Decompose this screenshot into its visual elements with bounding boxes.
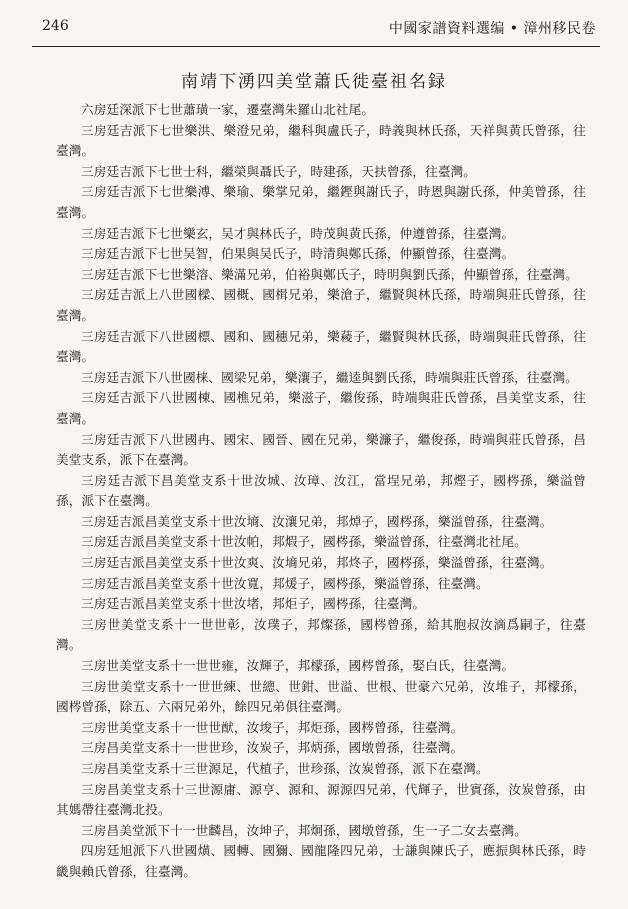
entry-paragraph: 三房昌美堂支系十三世源足，代植子，世珍孫，汝炭曾孫，派下在臺灣。 [81,761,489,776]
entry-paragraph: 三房廷吉派下八世國冉、國宋、國晉、國在兄弟，樂濂子，繼俊孫，時端與莊氏曾孫，昌美堂支系，派下在臺灣。 [56,431,586,468]
entry-paragraph: 三房廷吉派下七世吴智，伯果與吴氏子，時清與鄭氏孫，仲顯曾孫，往臺灣。 [81,246,515,262]
entry-paragraph: 三房廷吉派下八世國梾、國梁兄弟，樂瀼子，繼逵與劉氏孫，時端與莊氏曾孫，往臺灣。 [81,369,579,385]
entry-paragraph: 三房廷吉派下七世樂溥、樂瑜、樂掌兄弟，繼鏗與謝氏子，時恩與謝氏孫，仲美曾孫，往臺灣。 [56,184,586,220]
entry-paragraph: 三房廷吉派上八世國樑、國概、國楫兄弟，樂滄子，繼賢與林氏孫，時端與莊氏曾孫，往臺灣。 [56,287,586,323]
entry-paragraph: 三房廷吉派下七世樂洪、樂澄兄弟，繼科與盧氏子，時義與林氏孫，天祥與黄氏曾孫，往臺灣。 [56,122,586,159]
header-rule [32,46,600,47]
page-title: 南靖下湧四美堂蕭氏徙臺祖名録 [181,72,447,92]
entry-paragraph: 三房廷吉派下七世樂玄，吴才與林氏子，時茂與黄氏孫，仲遵曾孫，往臺灣。 [81,225,515,241]
entry-paragraph: 三房世美堂支系十一世世練、世總、世鉗、世溢、世根、世豪六兄弟，汝堆子，邦檬孫，國梣曾孫，除五、六兩兄弟外，餘四兄弟俱往臺灣。 [56,678,586,715]
entry-paragraph: 三房廷吉派昌美堂支系十世汝堵，邦炬子，國梣孫，往臺灣。 [81,596,426,612]
entry-paragraph: 三房廷吉派下七世樂溶、樂滿兄弟，伯裕與鄭氏子，時明與劉氏孫，仲顯曾孫，往臺灣。 [81,266,579,282]
entry-paragraph: 三房昌美堂支系十三世源庸、源亨、源和、源源四兄弟，代輝子，世賓孫，汝炭曾孫，由其媽帶往臺灣北投。 [56,781,586,818]
entry-paragraph: 三房廷吉派昌美堂支系十世汝墒、汝瀼兄弟，邦焯子，國梣孫，樂溢曾孫，往臺灣。 [81,513,553,529]
entry-paragraph: 三房世美堂支系十一世世猷，汝埈子，邦炬孫，國梣曾孫，往臺灣。 [81,719,464,735]
page-header [32,14,600,42]
entry-paragraph: 六房廷深派下七世蕭璜一家，遷臺灣朱羅山北社尾。 [81,102,375,117]
entry-paragraph: 三房廷吉派下八世國標、國和、國穗兄弟，樂薐子，繼賢與林氏孫，時端與莊氏曾孫，往臺灣。 [56,328,586,365]
entry-paragraph: 三房昌美堂支系十一世世珍，汝炭子，邦炳孫，國墩曾孫，往臺灣。 [81,740,464,756]
entry-paragraph: 四房廷旭派下八世國熿、國轉、國獮、國龍隆四兄弟，士謙與陳氏子，應振與林氏孫，時畿與賴氏曾孫，往臺灣。 [56,843,586,879]
entry-paragraph: 三房廷吉派昌美堂支系十世汝帕，邦煆子，國梣孫，樂溢曾孫，往臺灣北社尾。 [81,534,528,550]
entry-paragraph: 三房廷吉派昌美堂支系十世汝寬，邦煖子，國梣孫，樂溢曾孫，往臺灣。 [81,575,489,591]
entry-paragraph: 三房世美堂支系十一世世雍，汝輝子，邦檬孫，國梣曾孫，娶白氏，往臺灣。 [81,658,515,674]
running-head: 中國家譜資料選编 • 漳州移民卷 [388,21,596,37]
entry-paragraph: 三房昌美堂派下十一世麟昌，汝坤子，邦炯孫，國墩曾孫，生一子二女去臺灣。 [81,822,528,838]
entry-paragraph: 三房廷吉派下八世國棟、國樵兄弟，樂滋子，繼俊孫，時端與莊氏曾孫，昌美堂支系，往臺灣。 [56,390,586,426]
entry-paragraph: 三房世美堂支系十一世世彰，汝璞子，邦燦孫，國梣曾孫，給其胞叔汝滴爲嗣子，往臺灣。 [56,616,586,653]
entry-paragraph: 三房廷吉派昌美堂支系十世汝爽、汝墒兄弟，邦炵子，國梣孫，樂溢曾孫，往臺灣。 [81,555,553,571]
entry-paragraph: 三房廷吉派下昌美堂支系十世汝城、汝璋、汝江，當埕兄弟，邦熞子，國梣孫，樂溢曾孫，派下在臺灣。 [56,472,586,509]
entry-list [56,100,586,883]
entry-paragraph: 三房廷吉派下七世士科，繼榮與聶氏子，時建孫，天扶曾孫，往臺灣。 [81,163,477,179]
page-number: 246 [42,18,69,34]
